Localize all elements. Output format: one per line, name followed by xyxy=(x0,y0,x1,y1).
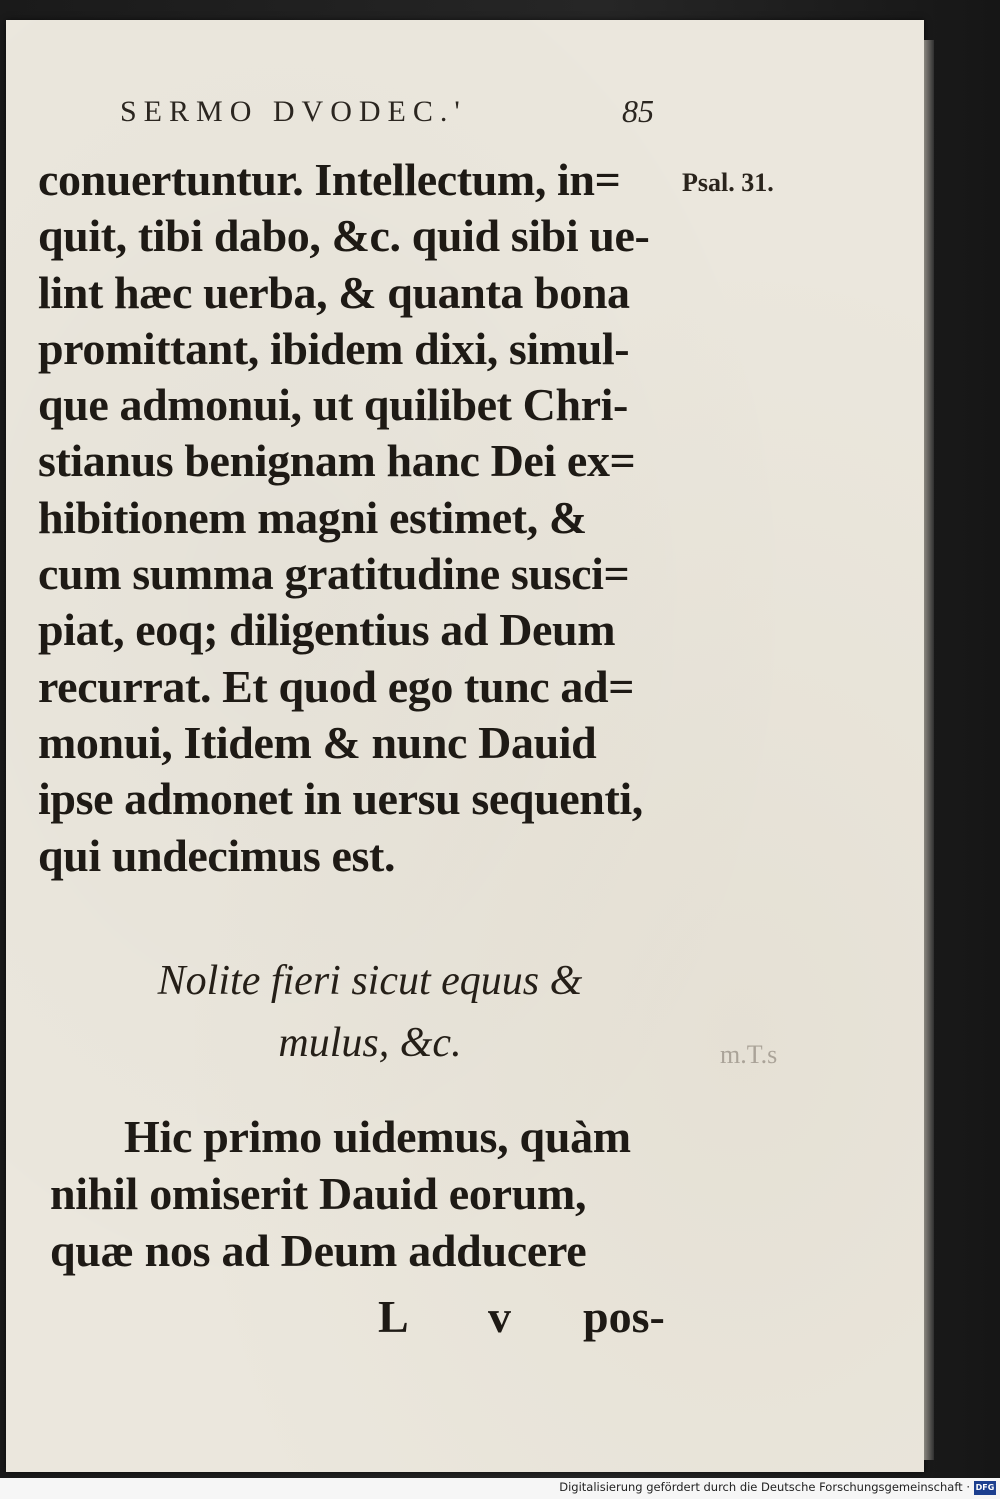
text-line: hibitionem magni estimet, & xyxy=(38,491,587,543)
page-header xyxy=(120,95,680,135)
marginal-note: Psal. 31. xyxy=(682,168,774,197)
body-text-continued xyxy=(50,1108,690,1279)
verse-quotation xyxy=(60,950,680,1074)
text-line: cum summa gratitudine susci= xyxy=(38,548,630,600)
page-number: 85 xyxy=(622,93,654,129)
signature-number: v xyxy=(488,1291,511,1342)
bleed-through-text: m.T.s xyxy=(720,1040,778,1069)
text-line: quæ nos ad Deum adducere xyxy=(50,1225,587,1276)
text-line: qui undecimus est. xyxy=(38,829,396,881)
page-edge xyxy=(924,40,934,1460)
signature-line xyxy=(378,1290,688,1350)
body-text xyxy=(38,152,688,884)
funding-credit: Digitalisierung gefördert durch die Deutsche Forschungsgemeinschaft · xyxy=(559,1480,970,1494)
text-line: que admonui, ut quilibet Chri- xyxy=(38,379,628,431)
text-line: monui, Itidem & nunc Dauid xyxy=(38,716,597,768)
text-line: lint hæc uerba, & quanta bona xyxy=(38,266,630,318)
signature-mark: L xyxy=(378,1291,409,1342)
verse-line: Nolite fieri sicut equus & xyxy=(157,958,583,1004)
text-line: piat, eoq; diligentius ad Deum xyxy=(38,604,616,656)
verse-line: mulus, &c. xyxy=(278,1020,462,1066)
text-line: quit, tibi dabo, &c. quid sibi ue- xyxy=(38,210,650,262)
text-line: nihil omiserit Dauid eorum, xyxy=(50,1168,587,1219)
text-line: promittant, ibidem dixi, simul- xyxy=(38,322,630,374)
text-line: recurrat. Et quod ego tunc ad= xyxy=(38,660,635,712)
text-line: stianus benignam hanc Dei ex= xyxy=(38,435,636,487)
running-title: SERMO DVODEC.' xyxy=(120,95,467,128)
catchword: pos- xyxy=(583,1291,665,1342)
footer-strip xyxy=(0,1478,1000,1499)
dfg-logo-icon: DFG xyxy=(974,1481,996,1495)
text-line: Hic primo uidemus, quàm xyxy=(124,1111,631,1162)
text-line: conuertuntur. Intellectum, in= xyxy=(38,154,621,205)
text-line: ipse admonet in uersu sequenti, xyxy=(38,773,643,825)
